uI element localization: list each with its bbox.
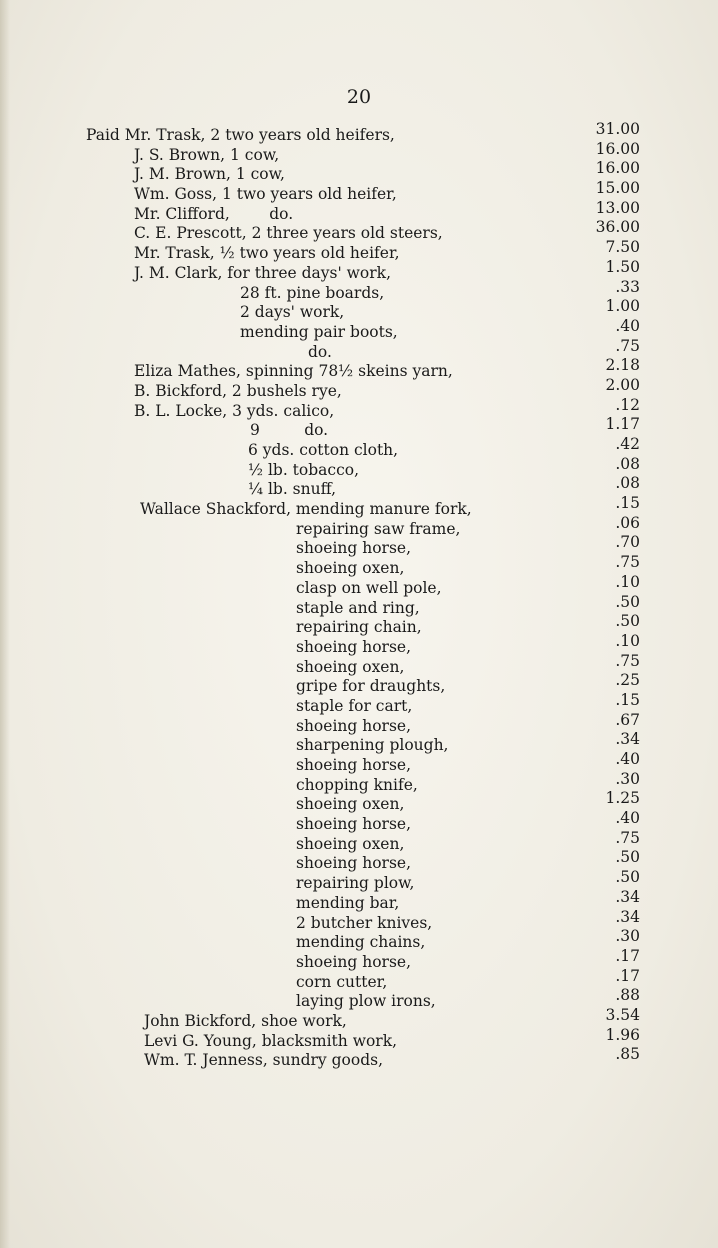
- ledger-row: [0, 907, 718, 934]
- entry-amount: .10: [615, 572, 640, 591]
- entry-amount: .15: [615, 494, 640, 513]
- entry-description: repairing plow,: [296, 874, 415, 893]
- ledger-row: [0, 730, 718, 756]
- entry-amount: .50: [615, 868, 640, 887]
- entry-description: B. Bickford, 2 bushels rye,: [134, 381, 342, 400]
- ledger-row: [0, 868, 718, 894]
- entry-amount: 1.00: [605, 297, 640, 316]
- entry-description: shoeing horse,: [296, 854, 412, 873]
- entry-description: 28 ft. pine boards,: [240, 283, 385, 302]
- entry-amount: 36.00: [595, 218, 640, 237]
- ledger-row: [0, 651, 718, 678]
- entry-description: shoeing horse,: [296, 716, 412, 735]
- entry-description: 9 do.: [250, 421, 329, 440]
- entry-amount: .40: [615, 316, 640, 335]
- entry-description: shoeing oxen,: [296, 795, 405, 814]
- ledger-row: [0, 848, 718, 874]
- entry-amount: .67: [615, 710, 640, 729]
- entry-amount: .06: [615, 513, 640, 532]
- entry-description: shoeing oxen,: [296, 559, 405, 578]
- entry-amount: .08: [615, 454, 640, 473]
- entry-amount: 13.00: [595, 198, 640, 217]
- ledger-row: [0, 257, 718, 284]
- entry-amount: 16.00: [595, 159, 640, 178]
- entry-amount: .50: [615, 848, 640, 867]
- entry-description: mending chains,: [296, 933, 426, 952]
- ledger-row: [0, 1045, 718, 1071]
- entry-amount: 1.50: [605, 257, 640, 276]
- entry-amount: .88: [615, 986, 640, 1005]
- entry-amount: .34: [615, 730, 640, 749]
- ledger-row: [0, 375, 718, 402]
- entry-description: clasp on well pole,: [296, 578, 442, 597]
- entry-description: repairing chain,: [296, 618, 422, 637]
- entry-description: Eliza Mathes, spinning 78½ skeins yarn,: [134, 362, 453, 381]
- entry-amount: 1.96: [605, 1025, 640, 1044]
- entry-amount: .34: [615, 907, 640, 926]
- entry-amount: 31.00: [595, 120, 640, 138]
- ledger-row: [0, 592, 718, 619]
- entry-amount: 2.00: [605, 375, 640, 394]
- ledger-row: [0, 809, 718, 835]
- entry-description: staple for cart,: [296, 696, 413, 715]
- ledger-row: [0, 513, 718, 540]
- ledger-row: [0, 435, 718, 461]
- entry-description: shoeing horse,: [296, 815, 412, 834]
- entry-description: shoeing oxen,: [296, 834, 405, 853]
- entry-description: Wm. T. Jenness, sundry goods,: [144, 1051, 384, 1070]
- entry-description: mending pair boots,: [240, 322, 398, 341]
- ledger-row: [0, 533, 718, 559]
- entry-amount: .30: [615, 769, 640, 788]
- entry-amount: 7.50: [605, 238, 640, 257]
- entry-amount: .34: [615, 887, 640, 906]
- entry-description: shoeing horse,: [296, 637, 412, 656]
- ledger-row: [0, 631, 718, 658]
- ledger-row: [0, 671, 718, 697]
- entry-amount: 15.00: [595, 179, 640, 198]
- ledger-row: [0, 612, 718, 638]
- ledger-row: [0, 572, 718, 599]
- entry-description: ¼ lb. snuff,: [248, 480, 336, 499]
- entry-amount: .25: [615, 671, 640, 690]
- ledger-row: [0, 454, 718, 481]
- ledger-row: [0, 966, 718, 993]
- entry-amount: .12: [615, 395, 640, 414]
- entry-amount: 3.54: [605, 1005, 640, 1024]
- entry-description: staple and ring,: [296, 598, 420, 617]
- ledger-row: [0, 828, 718, 855]
- entry-amount: 16.00: [595, 139, 640, 158]
- entry-description: 6 yds. cotton cloth,: [248, 441, 399, 459]
- entry-amount: 1.17: [605, 415, 640, 434]
- entry-amount: 2.18: [605, 356, 640, 375]
- entry-amount: .50: [615, 612, 640, 631]
- ledger-row: [0, 297, 718, 323]
- entry-description: repairing saw frame,: [296, 519, 461, 538]
- entry-amount: 1.25: [605, 789, 640, 808]
- entry-amount: .50: [615, 592, 640, 611]
- ledger-row: [0, 494, 718, 520]
- entry-amount: .40: [615, 809, 640, 828]
- entry-description: sharpening plough,: [296, 736, 449, 755]
- entry-amount: .17: [615, 966, 640, 985]
- entry-description: do.: [308, 342, 332, 361]
- ledger-row: [0, 927, 718, 953]
- ledger-row: [0, 690, 718, 717]
- page-number: 20: [346, 86, 372, 108]
- ledger-row: [0, 887, 718, 914]
- entry-amount: .75: [615, 336, 640, 355]
- entry-description: Mr. Trask, ½ two years old heifer,: [134, 244, 400, 263]
- ledger-row: [0, 1025, 718, 1052]
- entry-description: J. M. Clark, for three days' work,: [134, 263, 391, 282]
- entry-description: shoeing horse,: [296, 756, 412, 774]
- ledger-entries: [0, 120, 718, 1071]
- ledger-row: [0, 316, 718, 343]
- entry-description: J. M. Brown, 1 cow,: [134, 165, 285, 184]
- ledger-row: [0, 474, 718, 500]
- entry-description: shoeing horse,: [296, 539, 412, 558]
- ledger-row: [0, 750, 718, 776]
- entry-description: B. L. Locke, 3 yds. calico,: [134, 401, 335, 420]
- entry-description: 2 butcher knives,: [296, 913, 433, 932]
- entry-description: John Bickford, shoe work,: [144, 1011, 347, 1030]
- entry-description: Paid Mr. Trask, 2 two years old heifers,: [86, 126, 395, 144]
- entry-description: Wm. Goss, 1 two years old heifer,: [134, 185, 397, 204]
- entry-amount: .17: [615, 946, 640, 965]
- entry-description: Wallace Shackford, mending manure fork,: [140, 500, 472, 519]
- entry-amount: .40: [615, 750, 640, 768]
- entry-amount: .75: [615, 828, 640, 847]
- ledger-row: [0, 789, 718, 815]
- ledger-row: [0, 710, 718, 737]
- entry-description: shoeing horse,: [296, 952, 412, 971]
- entry-amount: .42: [615, 435, 640, 453]
- entry-description: shoeing oxen,: [296, 657, 405, 676]
- entry-amount: .10: [615, 631, 640, 650]
- ledger-row: [0, 946, 718, 973]
- entry-amount: .75: [615, 553, 640, 572]
- ledger-row: [0, 553, 718, 579]
- entry-amount: .33: [615, 277, 640, 296]
- entry-amount: .85: [615, 1045, 640, 1064]
- entry-amount: .30: [615, 927, 640, 946]
- entry-description: ½ lb. tobacco,: [248, 460, 360, 479]
- entry-description: mending bar,: [296, 893, 400, 912]
- entry-description: gripe for draughts,: [296, 677, 446, 696]
- ledger-row: [0, 415, 718, 441]
- entry-description: C. E. Prescott, 2 three years old steers,: [134, 224, 443, 243]
- entry-description: 2 days' work,: [240, 303, 345, 322]
- entry-description: chopping knife,: [296, 775, 418, 794]
- entry-amount: .08: [615, 474, 640, 493]
- entry-description: J. S. Brown, 1 cow,: [134, 145, 280, 164]
- entry-amount: .15: [615, 690, 640, 709]
- entry-amount: .75: [615, 651, 640, 670]
- entry-description: Levi G. Young, blacksmith work,: [144, 1031, 398, 1050]
- entry-amount: .70: [615, 533, 640, 552]
- entry-description: Mr. Clifford, do.: [134, 204, 294, 223]
- entry-description: laying plow irons,: [296, 992, 436, 1011]
- entry-description: corn cutter,: [296, 972, 388, 991]
